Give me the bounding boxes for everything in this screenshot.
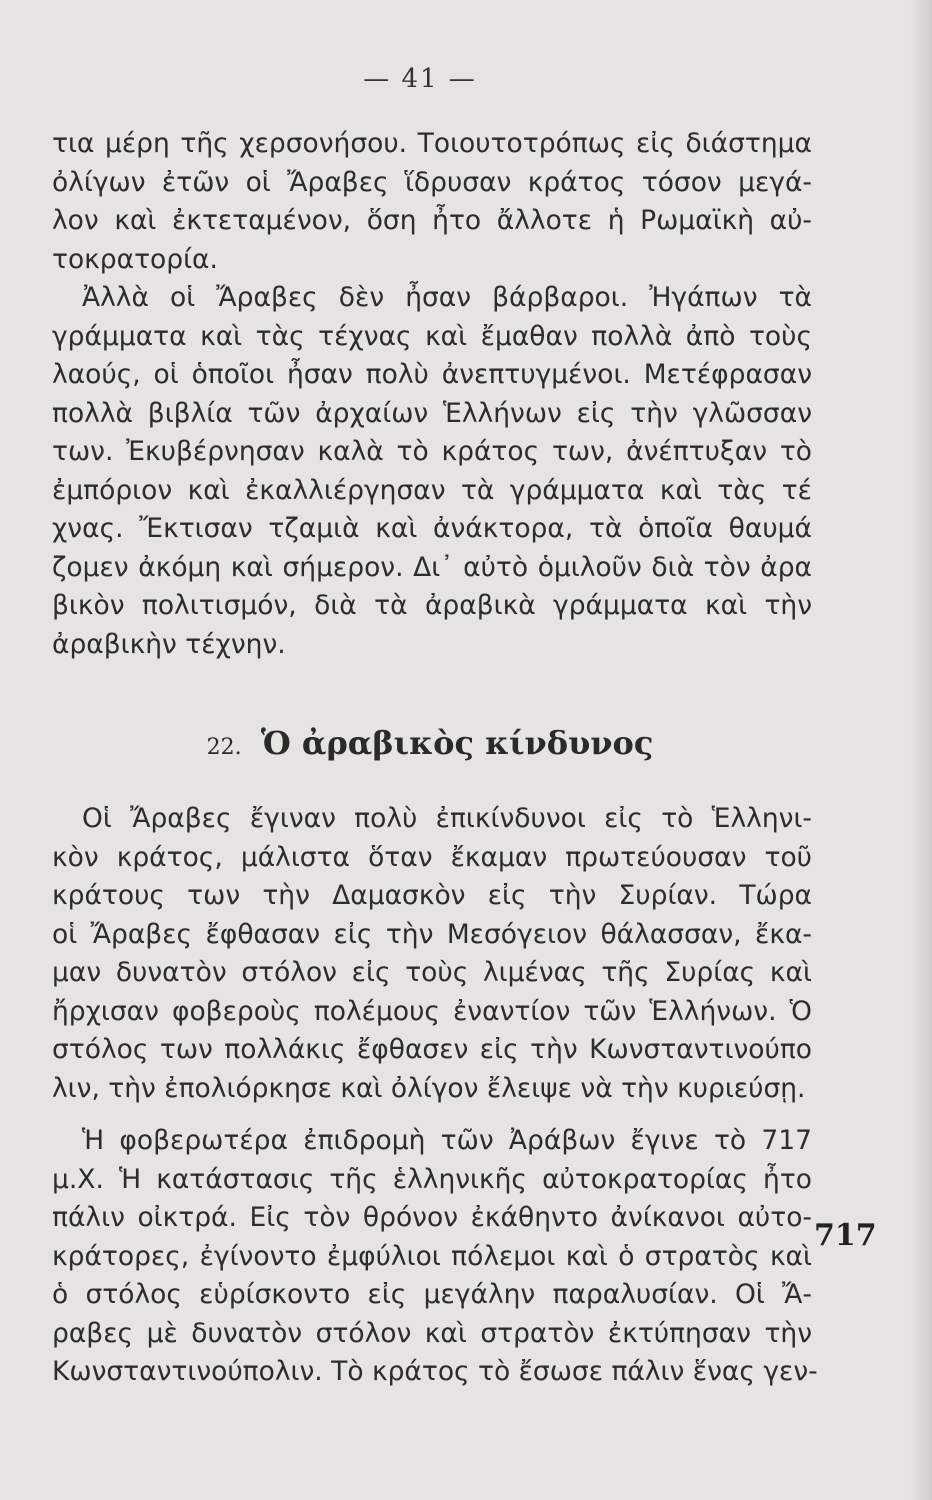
text-line: γράμματα καὶ τὰς τέχνας καὶ ἔμαθαν πολλὰ ἀπὸ τοὺς: [52, 320, 812, 352]
text-line: Κωνσταντινούπολιν. Τὸ κράτος τὸ ἔσωσε πάλιν ἕνας γεν-: [52, 1356, 818, 1387]
paragraph-1: [52, 125, 812, 279]
text-line: κράτους των τὴν Δαμασκὸν εἰς τὴν Συρίαν. Τώρα: [52, 880, 812, 911]
text-line: κράτορες, ἐγίνοντο ἐμφύλιοι πόλεμοι καὶ ὁ στρατὸς καὶ: [52, 1240, 812, 1272]
page-number: — 41 —: [363, 64, 477, 94]
text-line: οἱ Ἄραβες ἔφθασαν εἰς τὴν Μεσόγειον θάλασσαν, ἔκα-: [52, 918, 812, 950]
paragraph-2: [52, 279, 812, 664]
text-line: ζομεν ἀκόμη καὶ σήμερον. Δι᾽ αὐτὸ ὁμιλοῦν διὰ τὸν ἀρα: [52, 551, 812, 583]
text-line: ραβες μὲ δυνατὸν στόλον καὶ στρατὸν ἐκτύπησαν τὴν: [52, 1317, 812, 1349]
section-heading: [0, 724, 860, 762]
text-line: των. Ἐκυβέρνησαν καλὰ τὸ κράτος των, ἀνέπτυξαν τὸ: [52, 436, 812, 467]
text-line: τοκρατορία.: [52, 243, 218, 275]
text-line: ἐμπόριον καὶ ἐκαλλιέργησαν τὰ γράμματα καὶ τὰς τέ: [52, 474, 812, 506]
text-line: πολλὰ βιβλία τῶν ἀρχαίων Ἑλλήνων εἰς τὴν γλῶσσαν: [52, 397, 812, 429]
text-line: μ.Χ. Ἡ κατάστασις τῆς ἑλληνικῆς αὐτοκρατορίας ἦτο: [52, 1163, 812, 1195]
text-line: λον καὶ ἐκτεταμένον, ὅση ἦτο ἄλλοτε ἡ Ρωμαϊκὴ αὐ-: [52, 205, 812, 236]
text-line: ὁ στόλος εὑρίσκοντο εἰς μεγάλην παραλυσίαν. Οἱ Ἄ-: [52, 1279, 812, 1310]
paragraph-4: [52, 1122, 818, 1392]
text-line: τια μέρη τῆς χερσονήσου. Τοιουτοτρόπως εἰς διάστημα: [52, 128, 812, 159]
text-line: Ἡ φοβερωτέρα ἐπιδρομὴ τῶν Ἀράβων ἔγινε τὸ 717: [82, 1125, 812, 1156]
text-line: λαούς, οἱ ὁποῖοι ἦσαν πολὺ ἀνεπτυγμένοι. Μετέφρασαν: [52, 359, 812, 390]
paragraph-3: [52, 800, 812, 1108]
text-line: χνας. Ἔκτισαν τζαμιὰ καὶ ἀνάκτορα, τὰ ὁποῖα θαυμά: [52, 513, 812, 544]
page-gutter-shadow: [910, 0, 932, 1500]
text-line: Οἱ Ἄραβες ἔγιναν πολὺ ἐπικίνδυνοι εἰς τὸ Ἑλληνι-: [82, 803, 812, 834]
section-number: 22.: [206, 735, 242, 760]
text-line: πάλιν οἰκτρά. Εἰς τὸν θρόνον ἐκάθηντο ἀνίκανοι αὐτο-: [52, 1202, 812, 1233]
text-line: βικὸν πολιτισμόν, διὰ τὰ ἀραβικὰ γράμματα καὶ τὴν: [52, 590, 812, 621]
margin-year-note: 717: [814, 1218, 877, 1253]
text-line: κὸν κράτος, μάλιστα ὅταν ἔκαμαν πρωτεύουσαν τοῦ: [52, 841, 812, 873]
text-line: ὀλίγων ἐτῶν οἱ Ἄραβες ἵδρυσαν κράτος τόσον μεγά-: [52, 166, 812, 198]
text-line: Ἀλλὰ οἱ Ἄραβες δὲν ἦσαν βάρβαροι. Ἠγάπων τὰ: [82, 282, 812, 313]
text-line: λιν, τὴν ἐπολιόρκησε καὶ ὀλίγον ἔλειψε νὰ τὴν κυριεύσῃ.: [52, 1072, 806, 1104]
text-line: στόλος των πολλάκις ἔφθασεν εἰς τὴν Κωνσταντινούπο: [52, 1034, 812, 1065]
text-line: ἀραβικὴν τέχνην.: [52, 628, 286, 660]
section-title: Ὁ ἀραβικὸς κίνδυνος: [260, 724, 654, 762]
text-line: μαν δυνατὸν στόλον εἰς τοὺς λιμένας τῆς Συρίας καὶ: [52, 957, 812, 988]
text-line: ἤρχισαν φοβεροὺς πολέμους ἐναντίον τῶν Ἑλλήνων. Ὁ: [52, 995, 812, 1027]
